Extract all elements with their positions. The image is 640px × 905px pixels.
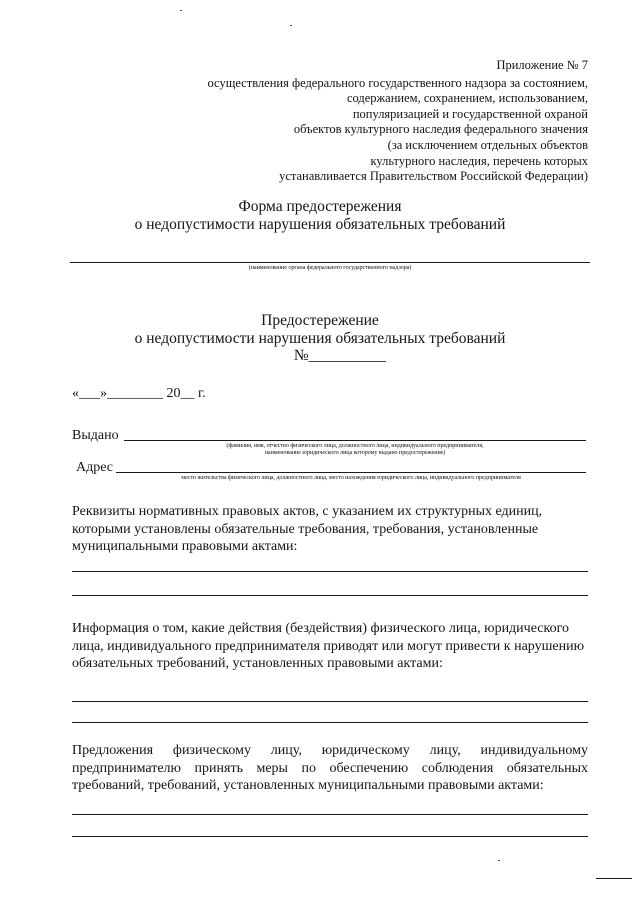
proposals-input-line[interactable] (72, 836, 588, 837)
requisites-text: Реквизиты нормативных правовых актов, с указанием их структурных единиц, которыми установлены обязательные требования, требования, установленные муниципальными правовыми актами: (72, 504, 543, 555)
form-title (0, 198, 640, 233)
page-edge-mark (596, 878, 632, 879)
requisites-input-line[interactable] (72, 595, 588, 596)
form-title-line1: Форма предостережения (238, 198, 402, 215)
appendix-number: Приложение № 7 (496, 58, 588, 72)
appendix-line: содержанием, сохранением, использованием, (346, 91, 588, 106)
issued-caption-1: (фамилия, имя, отчество физического лица, должностного лица, индивидуального предпринимателя, (226, 442, 484, 449)
form-title-line2: о недопустимости нарушения обязательных требований (134, 215, 506, 233)
appendix-line: популяризацией и государственной охраной (352, 106, 588, 121)
appendix-line: устанавливается Правительством Российской Федерации) (279, 169, 588, 184)
authority-caption: (наименование органа федерального государственного надзора) (248, 264, 412, 271)
scan-speck (498, 860, 500, 861)
address-input-line[interactable] (116, 472, 586, 473)
date-line[interactable]: «___»________ 20__ г. (72, 386, 206, 401)
appendix-line: (за исключением отдельных объектов (387, 137, 588, 152)
warning-title-line2: о недопустимости нарушения обязательных требований (134, 329, 506, 347)
proposals-text: Предложения физическому лицу, юридическому лицу, индивидуальному предпринимателю принять меры по обеспечению соблюдения обязательных требований, требований, установленных муниципальными правовыми актами: (72, 743, 588, 794)
warning-title (0, 312, 640, 365)
warning-number[interactable]: №__________ (293, 347, 387, 364)
proposals-input-line[interactable] (72, 814, 588, 815)
authority-name-line[interactable] (70, 262, 590, 263)
information-input-line[interactable] (72, 722, 588, 723)
appendix-line: осуществления федерального государственного надзора за состоянием, (207, 75, 588, 90)
issued-label: Выдано (72, 428, 119, 443)
requisites-input-line[interactable] (72, 571, 588, 572)
scan-speck (290, 25, 292, 26)
information-input-line[interactable] (72, 701, 588, 702)
warning-title-line1: Предостережение (261, 312, 379, 329)
information-text: Информация о том, какие действия (бездействия) физического лица, юридического лица, индивидуального предпринимателя приводят или могут привести к нарушению обязательных требований, установленных правовыми актами: (72, 621, 585, 672)
appendix-line: культурного наследия, перечень которых (370, 153, 588, 168)
issued-input-line[interactable] (124, 440, 586, 441)
scan-speck (180, 10, 182, 11)
address-caption: место жительства физического лица, должностного лица, место нахождения юридического лица, индивидуального предпринимателя (181, 474, 521, 481)
issued-caption-2: наименование юридического лица которому выдано предостережение) (264, 449, 446, 456)
appendix-line: объектов культурного наследия федерального значения (293, 122, 588, 137)
address-label: Адрес (76, 460, 114, 475)
appendix-header (128, 58, 588, 185)
